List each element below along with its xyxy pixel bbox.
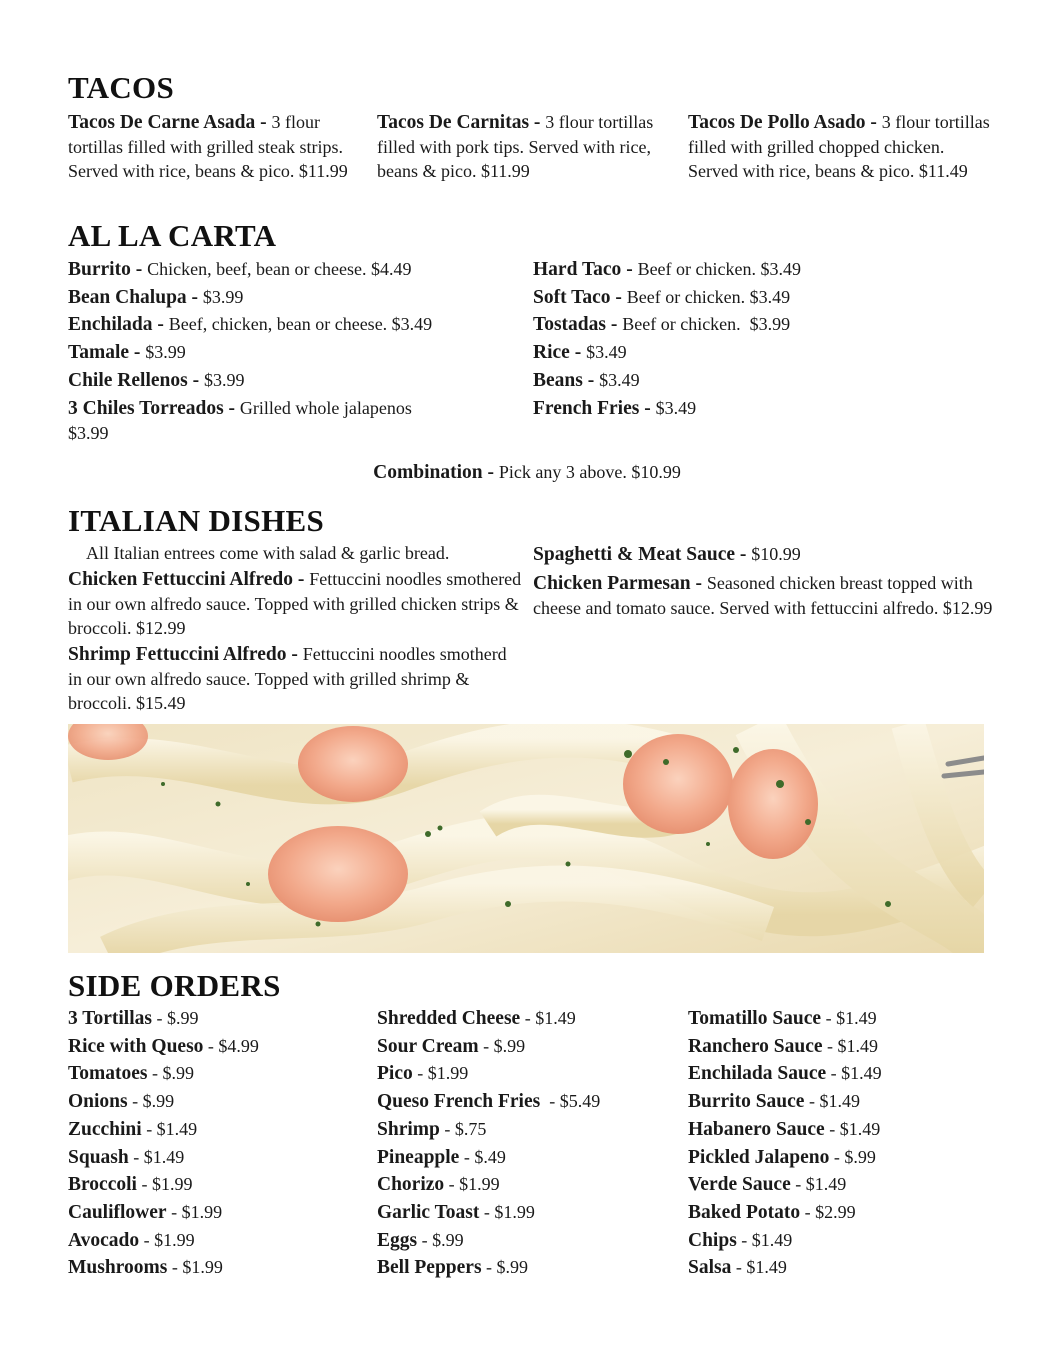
item-name: Tacos De Carnitas <box>377 112 530 133</box>
list-item: Ranchero Sauce - $1.49 <box>688 1035 879 1057</box>
italian-intro: All Italian entrees come with salad & garlic bread. <box>86 543 450 563</box>
list-item: Bean Chalupa - $3.99 <box>68 286 244 308</box>
sides-col-2 <box>377 1005 600 1282</box>
menu-item-tacos-pollo-asado: Tacos De Pollo Asado - 3 flour tortillas filled with grilled chopped chicken. Served with rice, beans & pico. $11.49 <box>688 112 990 181</box>
list-item: Soft Taco - Beef or chicken. $3.49 <box>533 286 791 308</box>
list-item: Baked Potato - $2.99 <box>688 1201 856 1223</box>
list-item: Enchilada Sauce - $1.49 <box>688 1063 882 1085</box>
alacarta-left-list <box>68 256 432 444</box>
alacarta-right-list <box>533 256 801 422</box>
shrimp-alfredo-photo <box>68 724 984 953</box>
list-item: Bell Peppers - $.99 <box>377 1257 529 1279</box>
list-item: Chips - $1.49 <box>688 1229 793 1251</box>
menu-item-tacos-carne-asada: Tacos De Carne Asada - 3 flour tortillas filled with grilled steak strips. Served with rice, beans & pico. $11.99 <box>68 112 348 181</box>
italian-heading: ITALIAN DISHES <box>68 503 325 538</box>
menu-item-chicken-parmesan: Chicken Parmesan - Seasoned chicken breast topped with cheese and tomato sauce. Served with fettuccini alfredo. $12.99 <box>533 573 993 618</box>
combination-line: Combination - Pick any 3 above. $10.99 <box>373 462 681 483</box>
list-item-continued: $3.99 <box>68 423 109 444</box>
list-item: Tostadas - Beef or chicken. $3.99 <box>533 314 791 336</box>
list-item: Shredded Cheese - $1.49 <box>377 1008 576 1029</box>
list-item: Habanero Sauce - $1.49 <box>688 1118 881 1140</box>
list-item: Hard Taco - Beef or chicken. $3.49 <box>533 259 802 280</box>
list-item: Verde Sauce - $1.49 <box>688 1174 847 1196</box>
list-item: 3 Chiles Torreados - Grilled whole jalapenos <box>68 397 412 419</box>
list-item: Rice - $3.49 <box>533 342 627 364</box>
list-item: Shrimp - $.75 <box>377 1118 487 1140</box>
item-desc: 3 flour tortillas filled with pork tips. Served with rice, beans & pico. $11.99 <box>377 112 654 181</box>
list-item: Avocado - $1.99 <box>68 1229 195 1251</box>
list-item: 3 Tortillas - $.99 <box>68 1008 199 1029</box>
alacarta-heading: AL LA CARTA <box>68 218 277 253</box>
list-item: Beans - $3.49 <box>533 369 640 391</box>
list-item: Cauliflower - $1.99 <box>68 1201 223 1223</box>
list-item: Garlic Toast - $1.99 <box>377 1201 535 1223</box>
item-name: Tacos De Pollo Asado <box>688 112 866 133</box>
sides-col-1 <box>68 1005 259 1282</box>
list-item: Queso French Fries - $5.49 <box>377 1091 601 1113</box>
list-item: Eggs - $.99 <box>377 1229 464 1251</box>
sides-col-3 <box>688 1005 882 1282</box>
list-item: Squash - $1.49 <box>68 1146 185 1168</box>
sides-heading: SIDE ORDERS <box>68 968 281 1003</box>
list-item: Burrito Sauce - $1.49 <box>688 1091 860 1113</box>
item-desc: 3 flour tortillas filled with grilled steak strips. Served with rice, beans & pico. $11.99 <box>68 112 348 181</box>
list-item: Chile Rellenos - $3.99 <box>68 369 245 391</box>
menu-item-chicken-fettuccini: Chicken Fettuccini Alfredo - Fettuccini noodles smothered in our own alfredo sauce. Topped with grilled chicken strips & broccoli. $12.99 <box>68 569 522 638</box>
list-item: Tamale - $3.99 <box>68 342 186 364</box>
list-item: Burrito - Chicken, beef, bean or cheese. $4.49 <box>68 259 412 280</box>
menu-item-spaghetti: Spaghetti & Meat Sauce - $10.99 <box>533 544 801 565</box>
list-item: Chorizo - $1.99 <box>377 1174 500 1196</box>
item-name: Tacos De Carne Asada <box>68 112 256 133</box>
list-item: Broccoli - $1.99 <box>68 1174 193 1196</box>
list-item: Enchilada - Beef, chicken, bean or cheese. $3.49 <box>68 314 433 336</box>
list-item: Tomatillo Sauce - $1.49 <box>688 1008 877 1029</box>
list-item: Pico - $1.99 <box>377 1063 469 1085</box>
list-item: Pineapple - $.49 <box>377 1146 506 1168</box>
list-item: Rice with Queso - $4.99 <box>68 1035 259 1057</box>
list-item: Pickled Jalapeno - $.99 <box>688 1146 876 1168</box>
tacos-heading: TACOS <box>68 70 175 105</box>
list-item: Tomatoes - $.99 <box>68 1063 194 1085</box>
list-item: Onions - $.99 <box>68 1091 175 1113</box>
list-item: French Fries - $3.49 <box>533 397 697 419</box>
list-item: Salsa - $1.49 <box>688 1257 787 1279</box>
menu-item-shrimp-fettuccini: Shrimp Fettuccini Alfredo - Fettuccini noodles smotherd in our own alfredo sauce. Topped with grilled shrimp & broccoli. $15.49 <box>68 644 507 713</box>
list-item: Zucchini - $1.49 <box>68 1118 198 1140</box>
item-desc: 3 flour tortillas filled with grilled chopped chicken. Served with rice, beans & pico. $11.49 <box>688 112 990 181</box>
menu-item-tacos-carnitas: Tacos De Carnitas - 3 flour tortillas filled with pork tips. Served with rice, beans & pico. $11.99 <box>377 112 654 181</box>
list-item: Mushrooms - $1.99 <box>68 1257 223 1279</box>
list-item: Sour Cream - $.99 <box>377 1035 526 1057</box>
